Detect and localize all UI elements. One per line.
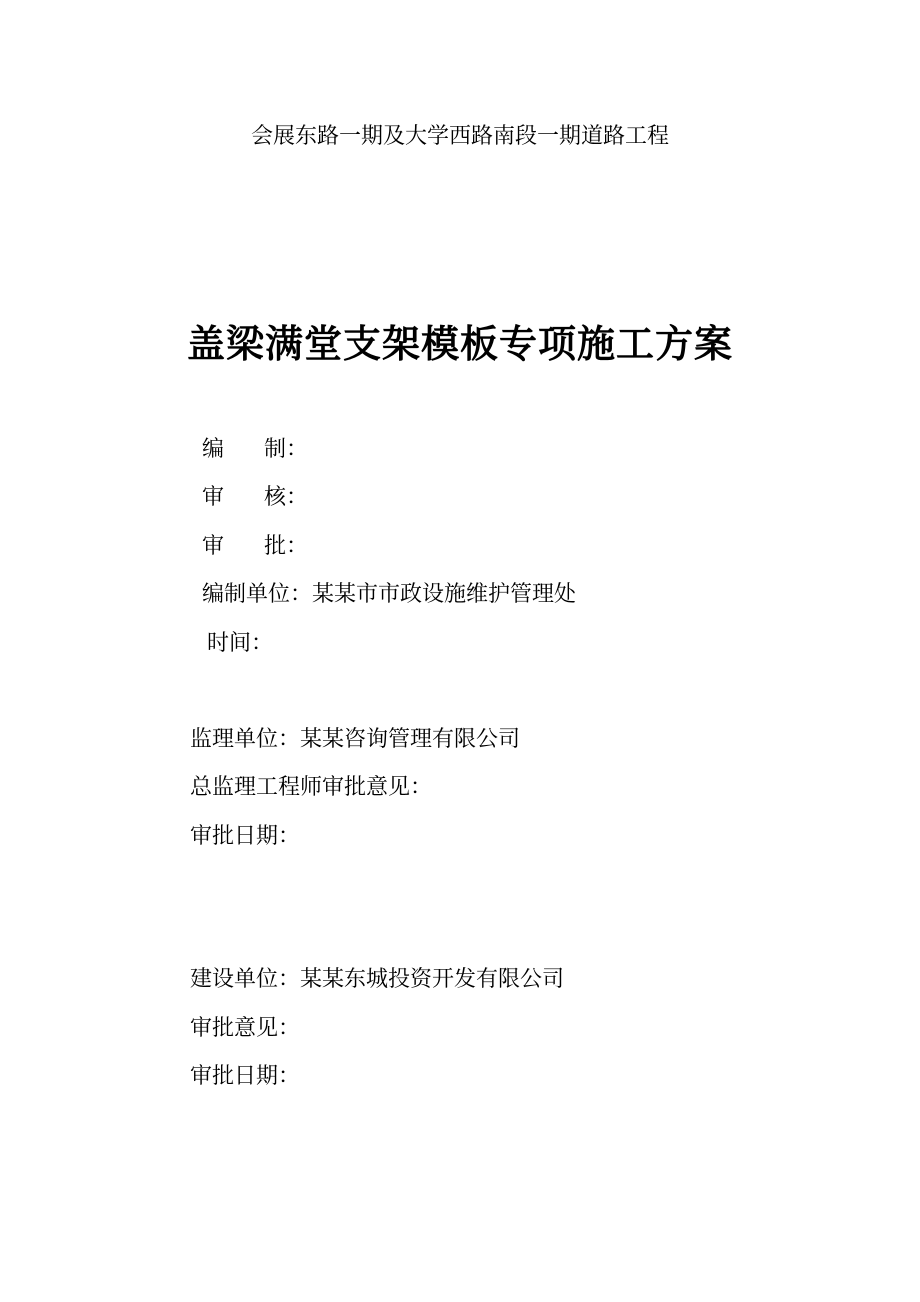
time-label: 时间： xyxy=(207,631,274,656)
owner-opinion-label: 审批意见： xyxy=(190,1016,301,1041)
review-label-char1: 审 xyxy=(202,485,225,510)
approve-label-char2: 批： xyxy=(264,534,309,559)
owner-unit-label: 建设单位： xyxy=(190,967,301,992)
supervision-date-label: 审批日期： xyxy=(190,824,301,849)
time-line xyxy=(207,628,273,660)
chief-supervisor-opinion-label: 总监理工程师审批意见： xyxy=(190,775,433,800)
supervision-unit-line xyxy=(190,724,520,756)
compile-unit-value: 某某市市政设施维护管理处 xyxy=(312,582,577,607)
owner-date-label: 审批日期： xyxy=(190,1064,301,1089)
chief-supervisor-opinion-line xyxy=(190,772,432,804)
compile-label-char1: 编 xyxy=(202,437,225,462)
compile-unit-label: 编制单位： xyxy=(202,582,313,607)
review-line xyxy=(202,482,308,514)
compile-line xyxy=(202,434,308,466)
approve-line xyxy=(202,531,308,563)
owner-unit-value: 某某东城投资开发有限公司 xyxy=(300,967,565,992)
project-name: 会展东路一期及大学西路南段一期道路工程 xyxy=(250,124,669,149)
supervision-date-line xyxy=(190,821,300,853)
supervision-unit-label: 监理单位： xyxy=(190,727,301,752)
owner-unit-line xyxy=(190,964,564,996)
supervision-unit-value: 某某咨询管理有限公司 xyxy=(300,727,521,752)
review-label-char2: 核： xyxy=(264,485,309,510)
compile-label-char2: 制： xyxy=(264,437,309,462)
document-title: 盖梁满堂支架模板专项施工方案 xyxy=(186,321,733,366)
owner-date-line xyxy=(190,1061,300,1093)
compile-unit-line xyxy=(202,579,576,611)
owner-opinion-line xyxy=(190,1013,300,1045)
approve-label-char1: 审 xyxy=(202,534,225,559)
